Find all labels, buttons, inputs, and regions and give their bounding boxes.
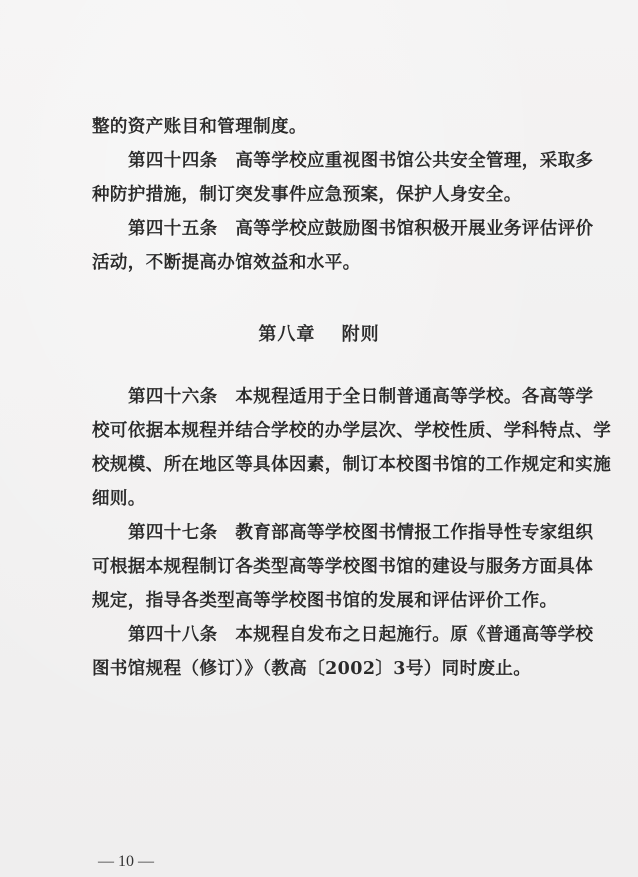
text-line-1: 整的资产账目和管理制度。 xyxy=(92,117,307,137)
text-line-4: 第四十五条 高等学校应鼓励图书馆积极开展业务评估评价 xyxy=(128,219,594,239)
text-line-12: 规定，指导各类型高等学校图书馆的发展和评估评价工作。 xyxy=(92,591,558,611)
text-line-10: 第四十七条 教育部高等学校图书情报工作指导性专家组织 xyxy=(128,523,594,543)
text-line-9: 细则。 xyxy=(92,489,146,509)
text-line-14: 图书馆规程（修订）》（教高〔2002〕3号）同时废止。 xyxy=(92,659,532,679)
text-line-13: 第四十八条 本规程自发布之日起施行。原《普通高等学校 xyxy=(128,625,594,645)
text-line-2: 第四十四条 高等学校应重视图书馆公共安全管理，采取多 xyxy=(128,151,594,171)
chapter-heading: 第八章 附则 xyxy=(258,324,380,345)
text-line-7: 校可依据本规程并结合学校的办学层次、学校性质、学科特点、学 xyxy=(92,421,612,441)
text-line-8: 校规模、所在地区等具体因素，制订本校图书馆的工作规定和实施 xyxy=(92,455,612,475)
text-line-11: 可根据本规程制订各类型高等学校图书馆的建设与服务方面具体 xyxy=(92,557,594,577)
text-line-3: 种防护措施，制订突发事件应急预案，保护人身安全。 xyxy=(92,185,522,205)
text-line-5: 活动，不断提高办馆效益和水平。 xyxy=(92,253,361,273)
page-number: — 10 — xyxy=(98,853,154,870)
text-line-6: 第四十六条 本规程适用于全日制普通高等学校。各高等学 xyxy=(128,387,594,407)
